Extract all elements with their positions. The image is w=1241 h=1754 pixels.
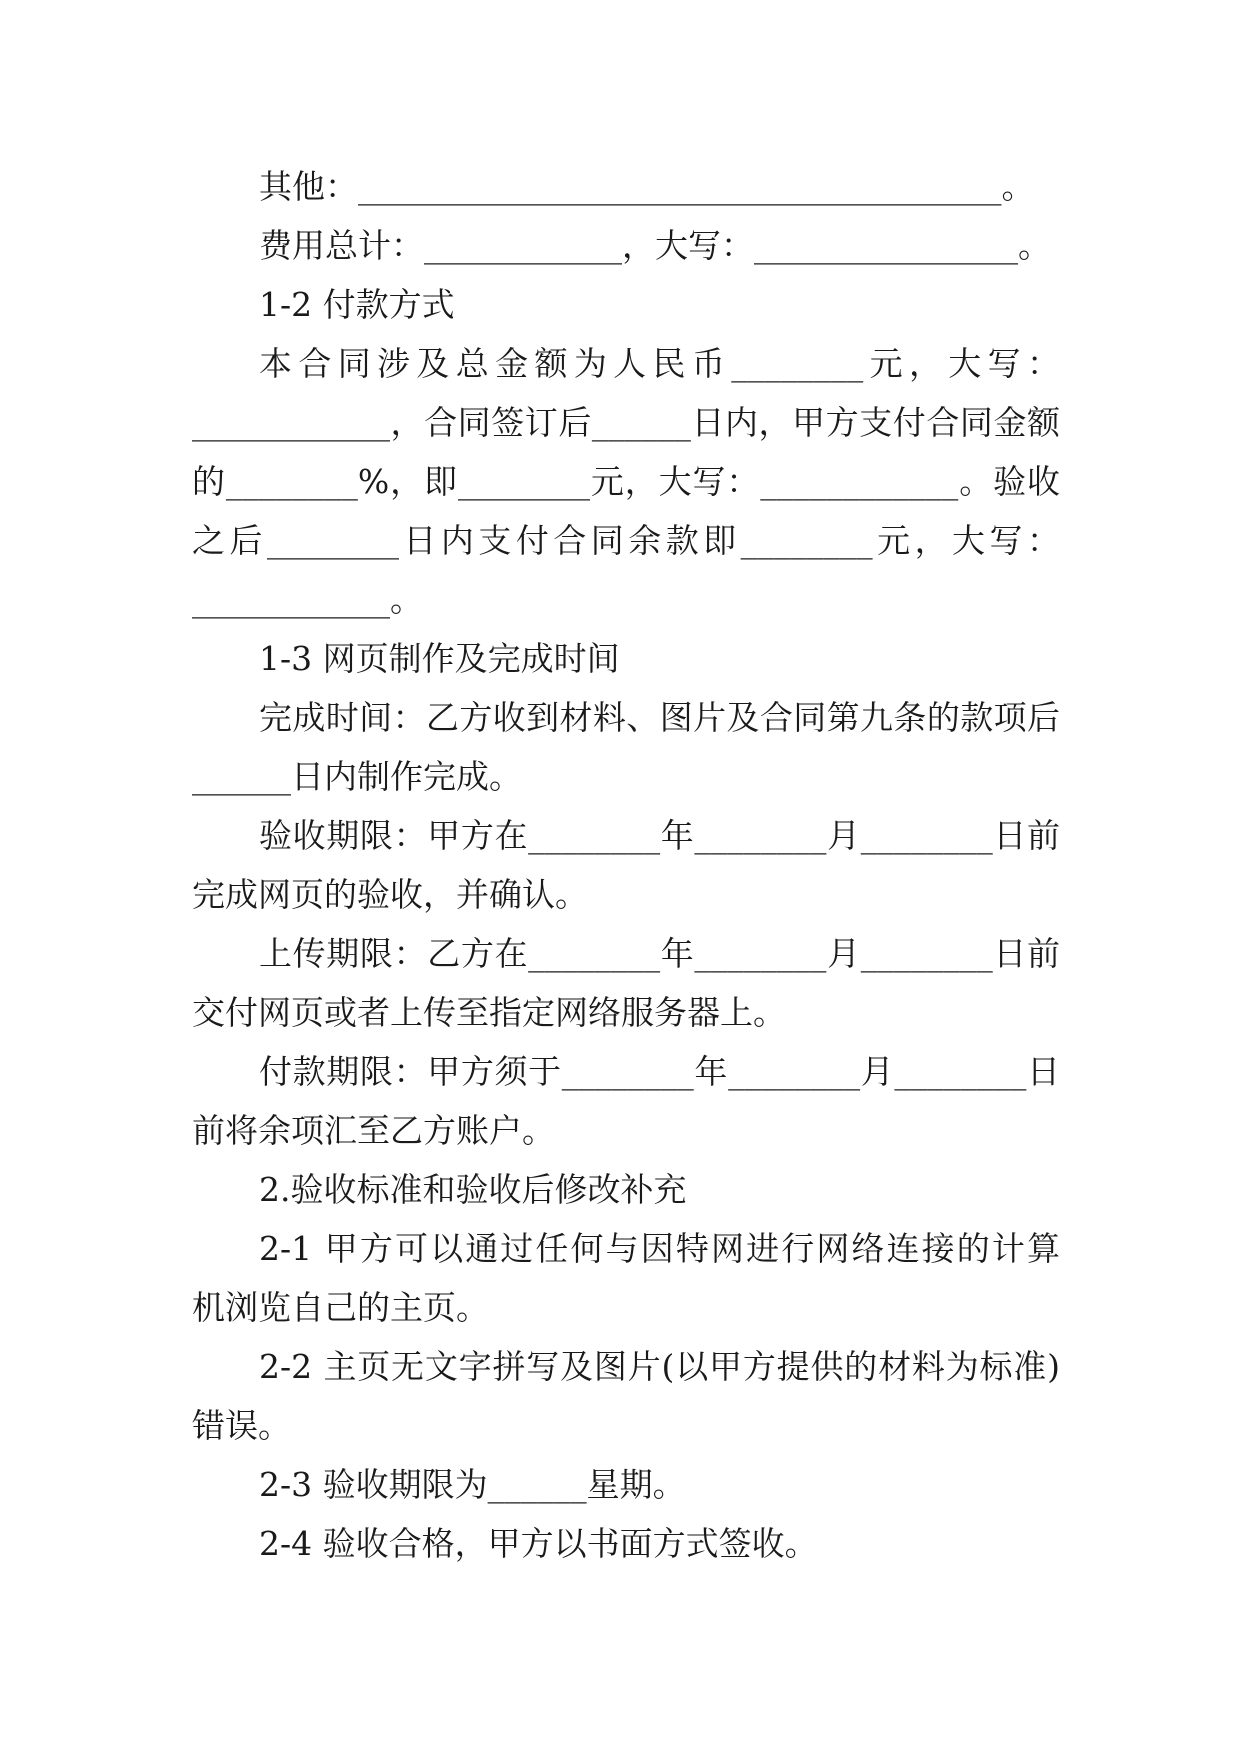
clause-2-1: 2-1 甲方可以通过任何与因特网进行网络连接的计算 xyxy=(259,1229,1060,1268)
line-completion-days: ______日内制作完成。 xyxy=(192,757,522,796)
line-other-fees: 其他：_______________________________________。 xyxy=(259,167,1035,206)
contract-body xyxy=(192,157,1060,1573)
line-payment-account: 前将余项汇至乙方账户。 xyxy=(192,1111,555,1150)
line-payment-deadline: 付款期限：甲方须于________年________月________日 xyxy=(259,1052,1060,1091)
heading-acceptance-standards: 2.验收标准和验收后修改补充 xyxy=(259,1170,687,1209)
clause-2-3: 2-3 验收期限为______星期。 xyxy=(259,1465,686,1504)
line-upload-deadline: 上传期限：乙方在________年________月________日前 xyxy=(259,934,1060,973)
heading-production-schedule: 1-3 网页制作及完成时间 xyxy=(259,639,620,678)
line-first-payment-percent: 的________%，即________元，大写：____________。验收 xyxy=(192,462,1060,501)
line-acceptance-confirm: 完成网页的验收，并确认。 xyxy=(192,875,588,914)
clause-2-2-continued: 错误。 xyxy=(192,1406,291,1445)
clause-2-1-continued: 机浏览自己的主页。 xyxy=(192,1288,489,1327)
clause-2-4: 2-4 验收合格，甲方以书面方式签收。 xyxy=(259,1524,818,1563)
line-acceptance-deadline: 验收期限：甲方在________年________月________日前 xyxy=(259,816,1060,855)
line-balance-payment: 之后________日内支付合同余款即________元，大写： xyxy=(192,521,1060,560)
line-first-payment: ____________，合同签订后______日内，甲方支付合同金额 xyxy=(192,403,1060,442)
line-balance-amount-words: ____________。 xyxy=(192,580,423,619)
line-upload-server: 交付网页或者上传至指定网络服务器上。 xyxy=(192,993,786,1032)
line-completion-time: 完成时间：乙方收到材料、图片及合同第九条的款项后 xyxy=(259,698,1060,737)
heading-payment-method: 1-2 付款方式 xyxy=(259,285,455,324)
line-total-fees: 费用总计：____________，大写：________________。 xyxy=(259,226,1051,265)
line-contract-amount: 本合同涉及总金额为人民币________元，大写： xyxy=(259,344,1060,383)
clause-2-2: 2-2 主页无文字拼写及图片(以甲方提供的材料为标准) xyxy=(259,1347,1060,1386)
